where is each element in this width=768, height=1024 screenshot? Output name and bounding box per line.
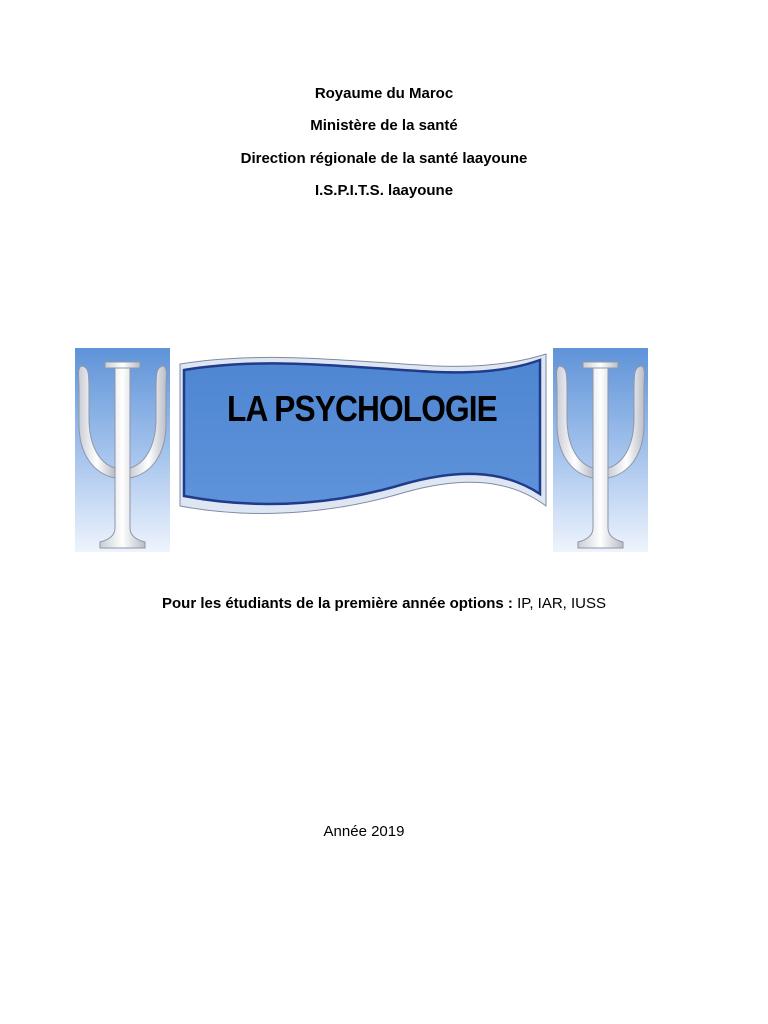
audience-label: Pour les étudiants de la première année options : bbox=[161, 595, 513, 612]
document-year: Année 2019 bbox=[323, 823, 405, 840]
title-banner bbox=[176, 350, 548, 525]
header-ministry: Ministère de la santé bbox=[310, 117, 458, 134]
document-title: LA PSYCHOLOGIE bbox=[227, 388, 497, 429]
audience-options: IP, IAR, IUSS bbox=[512, 595, 606, 612]
header-institute: I.S.P.I.T.S. laayoune bbox=[314, 182, 454, 199]
psi-icon bbox=[75, 348, 170, 552]
header-direction: Direction régionale de la santé laayoune bbox=[240, 150, 528, 167]
psi-icon bbox=[553, 348, 648, 552]
header-country: Royaume du Maroc bbox=[314, 85, 454, 102]
audience-line bbox=[0, 595, 768, 613]
